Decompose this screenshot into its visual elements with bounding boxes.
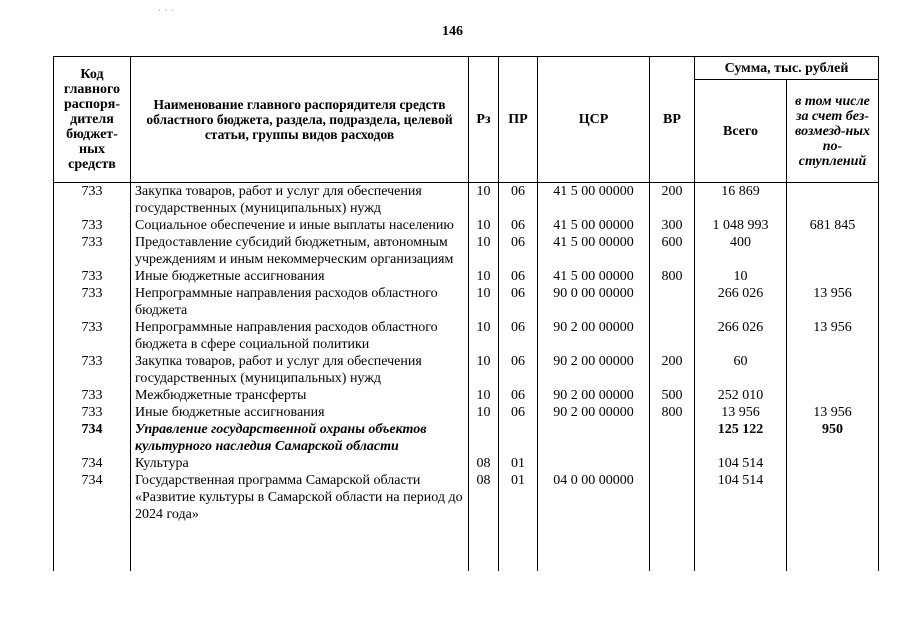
- cell-code: 733: [54, 285, 131, 319]
- cell-total: 104 514: [695, 472, 787, 523]
- cell-code: 733: [54, 268, 131, 285]
- cell-total: 252 010: [695, 387, 787, 404]
- cell-rz: 10: [469, 268, 499, 285]
- spacer-cell: [469, 523, 499, 571]
- cell-total: 1 048 993: [695, 217, 787, 234]
- cell-pr: 06: [499, 387, 538, 404]
- cell-csr: [538, 421, 650, 455]
- header-pr: ПР: [499, 57, 538, 183]
- cell-csr: 90 2 00 00000: [538, 353, 650, 387]
- cell-code: 733: [54, 183, 131, 218]
- cell-name: Непрограммные направления расходов областного бюджета: [131, 285, 469, 319]
- spacer-cell: [499, 523, 538, 571]
- cell-rz: [469, 421, 499, 455]
- cell-pr: 06: [499, 404, 538, 421]
- cell-incl: [787, 234, 879, 268]
- table-body: [54, 183, 879, 572]
- cell-vr: [650, 285, 695, 319]
- cell-pr: 01: [499, 472, 538, 523]
- cell-csr: 41 5 00 00000: [538, 217, 650, 234]
- table-row: [54, 183, 879, 218]
- budget-table: [53, 56, 879, 571]
- cell-csr: 90 0 00 00000: [538, 285, 650, 319]
- header-code: Код главного распоря-дителя бюджет-ных средств: [54, 57, 131, 183]
- cell-rz: 10: [469, 285, 499, 319]
- cell-total: 10: [695, 268, 787, 285]
- cell-rz: 08: [469, 455, 499, 472]
- cell-csr: 41 5 00 00000: [538, 183, 650, 218]
- cell-pr: 06: [499, 234, 538, 268]
- table-row: [54, 421, 879, 455]
- spacer-cell: [787, 523, 879, 571]
- cell-incl: 13 956: [787, 404, 879, 421]
- table-row: [54, 268, 879, 285]
- cell-rz: 10: [469, 387, 499, 404]
- table-row: [54, 455, 879, 472]
- table-row: [54, 285, 879, 319]
- cell-vr: 200: [650, 183, 695, 218]
- page-number: 146: [442, 24, 463, 39]
- table-row: [54, 319, 879, 353]
- header-vr: ВР: [650, 57, 695, 183]
- cell-total: 266 026: [695, 285, 787, 319]
- cell-code: 733: [54, 387, 131, 404]
- cell-rz: 08: [469, 472, 499, 523]
- cell-csr: [538, 455, 650, 472]
- cell-incl: 681 845: [787, 217, 879, 234]
- cell-vr: 200: [650, 353, 695, 387]
- cell-pr: 01: [499, 455, 538, 472]
- budget-table-container: [53, 56, 879, 571]
- cell-incl: 950: [787, 421, 879, 455]
- cell-vr: [650, 455, 695, 472]
- cell-name: Социальное обеспечение и иные выплаты населению: [131, 217, 469, 234]
- table-row: [54, 387, 879, 404]
- header-incl: в том числе за счет без-возмезд-ных по-ступлений: [787, 80, 879, 183]
- cell-vr: 600: [650, 234, 695, 268]
- cell-incl: [787, 353, 879, 387]
- cell-rz: 10: [469, 234, 499, 268]
- cell-incl: 13 956: [787, 285, 879, 319]
- cell-vr: 300: [650, 217, 695, 234]
- header-total: Всего: [695, 80, 787, 183]
- cell-vr: [650, 421, 695, 455]
- cell-vr: [650, 472, 695, 523]
- cell-pr: 06: [499, 217, 538, 234]
- cell-rz: 10: [469, 183, 499, 218]
- scan-specks: · · ·: [158, 6, 175, 15]
- cell-pr: 06: [499, 268, 538, 285]
- cell-rz: 10: [469, 217, 499, 234]
- cell-incl: [787, 183, 879, 218]
- cell-pr: 06: [499, 319, 538, 353]
- cell-name: Управление государственной охраны объектов культурного наследия Самарской области: [131, 421, 469, 455]
- cell-incl: [787, 268, 879, 285]
- cell-incl: [787, 472, 879, 523]
- cell-incl: [787, 387, 879, 404]
- cell-csr: 90 2 00 00000: [538, 404, 650, 421]
- cell-csr: 04 0 00 00000: [538, 472, 650, 523]
- cell-csr: 41 5 00 00000: [538, 268, 650, 285]
- table-bottom-spacer: [54, 523, 879, 571]
- cell-code: 733: [54, 234, 131, 268]
- cell-pr: 06: [499, 183, 538, 218]
- header-rz: Рз: [469, 57, 499, 183]
- cell-name: Иные бюджетные ассигнования: [131, 268, 469, 285]
- spacer-cell: [131, 523, 469, 571]
- cell-name: Культура: [131, 455, 469, 472]
- cell-rz: 10: [469, 353, 499, 387]
- table-row: [54, 472, 879, 523]
- cell-total: 266 026: [695, 319, 787, 353]
- cell-code: 733: [54, 217, 131, 234]
- cell-code: 734: [54, 472, 131, 523]
- table-row: [54, 234, 879, 268]
- table-row: [54, 353, 879, 387]
- cell-name: Межбюджетные трансферты: [131, 387, 469, 404]
- cell-total: 60: [695, 353, 787, 387]
- cell-incl: 13 956: [787, 319, 879, 353]
- cell-incl: [787, 455, 879, 472]
- spacer-cell: [538, 523, 650, 571]
- cell-total: 16 869: [695, 183, 787, 218]
- cell-csr: 90 2 00 00000: [538, 387, 650, 404]
- cell-vr: 800: [650, 404, 695, 421]
- cell-name: Закупка товаров, работ и услуг для обеспечения государственных (муниципальных) нужд: [131, 353, 469, 387]
- cell-total: 400: [695, 234, 787, 268]
- cell-vr: 800: [650, 268, 695, 285]
- cell-pr: 06: [499, 285, 538, 319]
- cell-code: 733: [54, 353, 131, 387]
- cell-pr: 06: [499, 353, 538, 387]
- cell-code: 734: [54, 455, 131, 472]
- cell-code: 733: [54, 404, 131, 421]
- table-row: [54, 217, 879, 234]
- cell-total: 104 514: [695, 455, 787, 472]
- cell-csr: 41 5 00 00000: [538, 234, 650, 268]
- spacer-cell: [54, 523, 131, 571]
- cell-rz: 10: [469, 404, 499, 421]
- spacer-cell: [650, 523, 695, 571]
- cell-name: Государственная программа Самарской области «Развитие культуры в Самарской области на период до 2024 года»: [131, 472, 469, 523]
- cell-name: Непрограммные направления расходов областного бюджета в сфере социальной политики: [131, 319, 469, 353]
- cell-rz: 10: [469, 319, 499, 353]
- cell-pr: [499, 421, 538, 455]
- cell-code: 734: [54, 421, 131, 455]
- cell-code: 733: [54, 319, 131, 353]
- cell-vr: 500: [650, 387, 695, 404]
- cell-total: 125 122: [695, 421, 787, 455]
- cell-name: Предоставление субсидий бюджетным, автономным учреждениям и иным некоммерческим организациям: [131, 234, 469, 268]
- cell-name: Иные бюджетные ассигнования: [131, 404, 469, 421]
- cell-total: 13 956: [695, 404, 787, 421]
- header-sum: Сумма, тыс. рублей: [695, 57, 879, 80]
- spacer-cell: [695, 523, 787, 571]
- header-csr: ЦСР: [538, 57, 650, 183]
- cell-vr: [650, 319, 695, 353]
- cell-name: Закупка товаров, работ и услуг для обеспечения государственных (муниципальных) нужд: [131, 183, 469, 218]
- cell-csr: 90 2 00 00000: [538, 319, 650, 353]
- table-row: [54, 404, 879, 421]
- header-name: Наименование главного распорядителя средств областного бюджета, раздела, подраздела, целевой статьи, группы видов расходов: [131, 57, 469, 183]
